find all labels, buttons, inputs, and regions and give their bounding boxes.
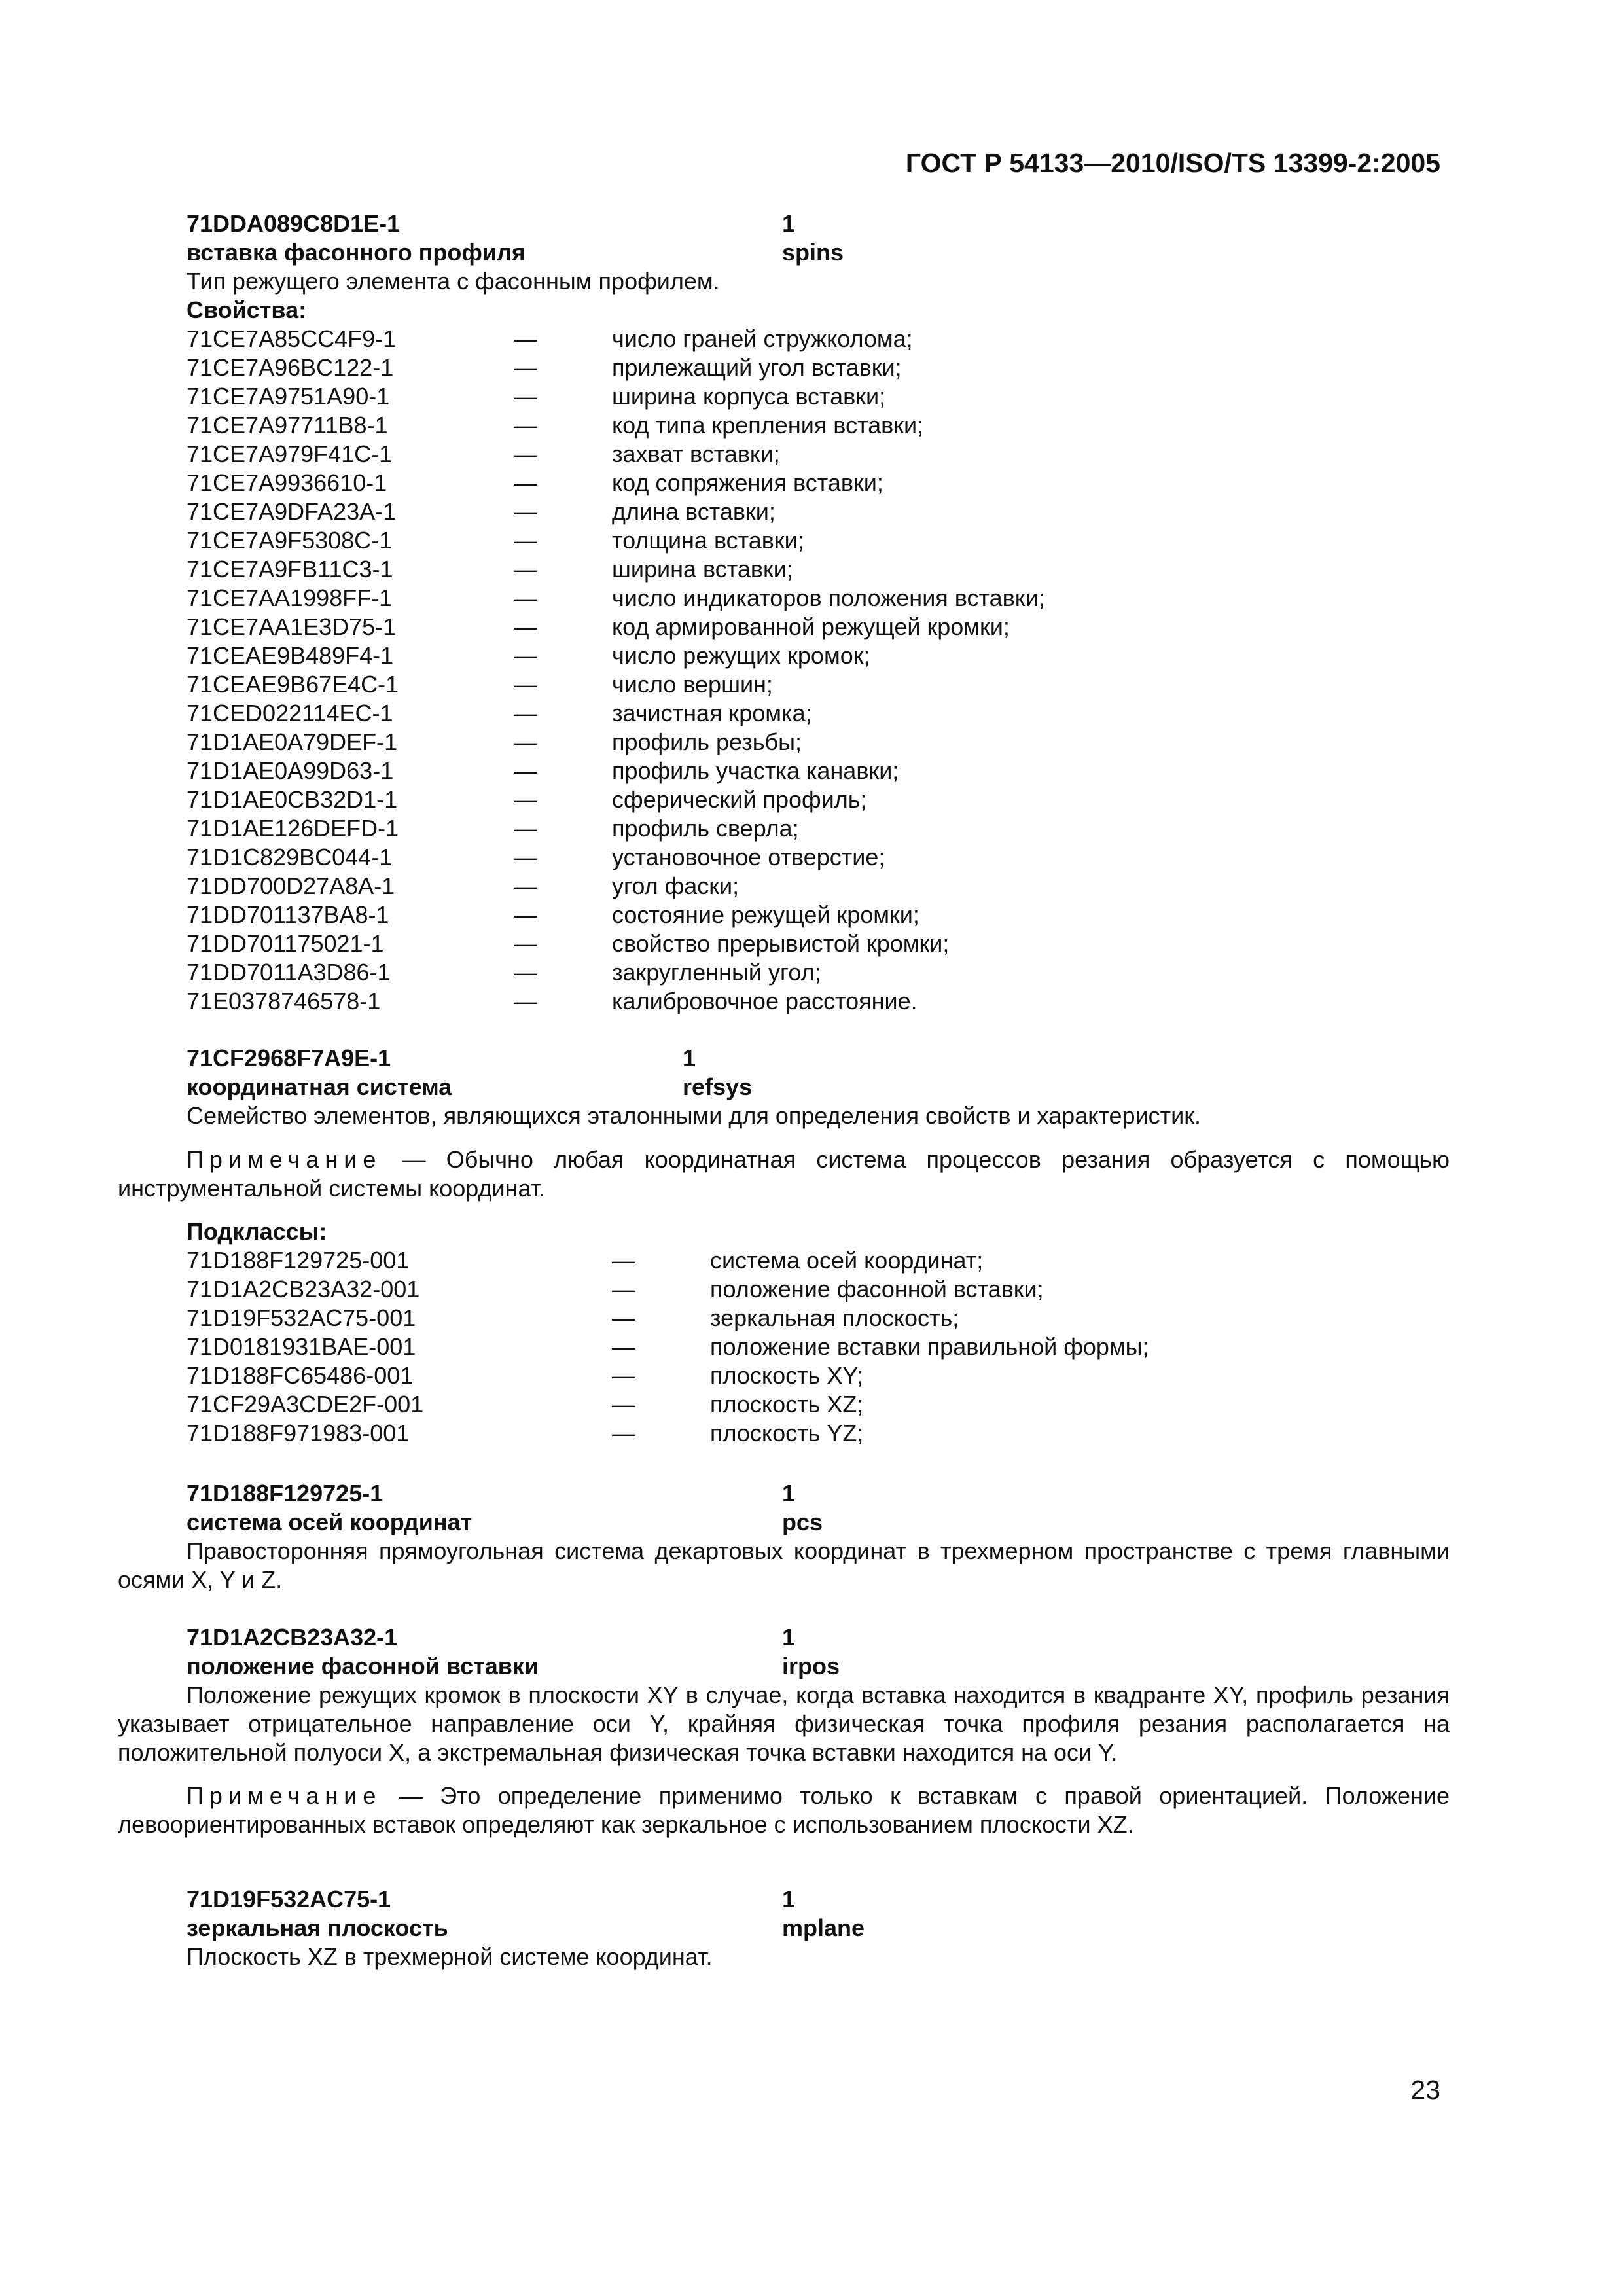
property-row bbox=[0, 613, 1623, 641]
property-code: 71CE7A9F5308C-1 bbox=[187, 527, 393, 554]
property-code: 71CE7A9FB11C3-1 bbox=[187, 556, 393, 583]
subclass-code: 71D1A2CB23A32-001 bbox=[187, 1276, 420, 1302]
property-row bbox=[0, 843, 1623, 872]
em-dash: — bbox=[514, 556, 537, 583]
em-dash: — bbox=[514, 440, 537, 467]
entry-name-row bbox=[0, 1914, 1623, 1943]
subclass-row bbox=[0, 1390, 1623, 1419]
em-dash: — bbox=[514, 844, 537, 870]
document-header: ГОСТ Р 54133—2010/ISO/TS 13399-2:2005 bbox=[905, 148, 1440, 178]
em-dash: — bbox=[514, 959, 537, 986]
property-row bbox=[0, 670, 1623, 699]
em-dash: — bbox=[612, 1420, 635, 1446]
property-code: 71CE7AA1E3D75-1 bbox=[187, 613, 397, 640]
properties-label: Свойства: bbox=[187, 296, 307, 323]
property-row bbox=[0, 987, 1623, 1016]
property-code: 71CEAE9B67E4C-1 bbox=[187, 671, 399, 698]
property-row bbox=[0, 872, 1623, 901]
property-text: код сопряжения вставки; bbox=[612, 469, 883, 496]
entry-version: 1 bbox=[782, 1480, 796, 1507]
subclass-text: плоскость YZ; bbox=[710, 1420, 864, 1446]
property-text: установочное отверстие; bbox=[612, 844, 885, 870]
em-dash: — bbox=[612, 1276, 635, 1302]
entry-name: координатная система bbox=[187, 1073, 452, 1100]
property-text: профиль сверла; bbox=[612, 815, 799, 842]
property-text: закругленный угол; bbox=[612, 959, 821, 986]
property-code: 71CE7A979F41C-1 bbox=[187, 440, 393, 467]
subclass-text: плоскость XY; bbox=[710, 1362, 864, 1389]
property-row bbox=[0, 641, 1623, 670]
entry-id-row bbox=[0, 209, 1623, 238]
property-text: состояние режущей кромки; bbox=[612, 901, 919, 928]
property-row bbox=[0, 814, 1623, 843]
subclass-code: 71D0181931BAE-001 bbox=[187, 1333, 416, 1360]
entry-id-row bbox=[0, 1885, 1623, 1914]
subclass-text: плоскость XZ; bbox=[710, 1391, 864, 1418]
note-label: Примечание bbox=[187, 1782, 382, 1809]
property-code: 71D1C829BC044-1 bbox=[187, 844, 393, 870]
em-dash: — bbox=[514, 469, 537, 496]
subclass-code: 71D188FC65486-001 bbox=[187, 1362, 414, 1389]
subclass-text: положение вставки правильной формы; bbox=[710, 1333, 1149, 1360]
property-code: 71DD700D27A8A-1 bbox=[187, 872, 395, 899]
property-code: 71DD701175021-1 bbox=[187, 930, 384, 957]
property-row bbox=[0, 382, 1623, 411]
property-row bbox=[0, 325, 1623, 353]
em-dash: — bbox=[514, 901, 537, 928]
property-code: 71D1AE0CB32D1-1 bbox=[187, 786, 398, 813]
entry-code: pcs bbox=[782, 1509, 823, 1535]
property-code: 71CE7A9936610-1 bbox=[187, 469, 387, 496]
entry-name: положение фасонной вставки bbox=[187, 1653, 539, 1679]
entry-name: система осей координат bbox=[187, 1509, 473, 1535]
property-code: 71DD7011A3D86-1 bbox=[187, 959, 391, 986]
subclass-row bbox=[0, 1275, 1623, 1304]
subclass-row bbox=[0, 1361, 1623, 1390]
property-text: зачистная кромка; bbox=[612, 700, 812, 726]
property-code: 71CE7A9751A90-1 bbox=[187, 383, 390, 410]
property-row bbox=[0, 497, 1623, 526]
subclass-text: положение фасонной вставки; bbox=[710, 1276, 1044, 1302]
entry-description: Семейство элементов, являющихся эталонными для определения свойств и характеристик. bbox=[187, 1102, 1201, 1129]
em-dash: — bbox=[514, 930, 537, 957]
entry-id: 71D1A2CB23A32-1 bbox=[187, 1624, 398, 1651]
property-text: число индикаторов положения вставки; bbox=[612, 584, 1045, 611]
entry-description: Правосторонняя прямоугольная система декартовых координат в трехмерном пространстве с тремя главными осями X, Y и Z. bbox=[118, 1537, 1450, 1593]
entry-id-row bbox=[0, 1623, 1623, 1652]
property-text: ширина корпуса вставки; bbox=[612, 383, 886, 410]
em-dash: — bbox=[612, 1304, 635, 1331]
property-row bbox=[0, 929, 1623, 958]
em-dash: — bbox=[514, 584, 537, 611]
em-dash: — bbox=[514, 728, 537, 755]
entry-description: Плоскость XZ в трехмерной системе координат. bbox=[187, 1943, 713, 1970]
em-dash: — bbox=[612, 1247, 635, 1274]
entry-id-row bbox=[0, 1044, 1623, 1073]
property-text: захват вставки; bbox=[612, 440, 780, 467]
em-dash: — bbox=[514, 872, 537, 899]
property-text: профиль резьбы; bbox=[612, 728, 802, 755]
em-dash: — bbox=[514, 786, 537, 813]
property-row bbox=[0, 526, 1623, 555]
property-code: 71CEAE9B489F4-1 bbox=[187, 642, 394, 669]
entry-name: зеркальная плоскость bbox=[187, 1914, 448, 1941]
subclass-row bbox=[0, 1333, 1623, 1361]
property-row bbox=[0, 469, 1623, 497]
em-dash: — bbox=[514, 757, 537, 784]
property-code: 71CE7A97711B8-1 bbox=[187, 412, 388, 439]
property-code: 71CE7A96BC122-1 bbox=[187, 354, 394, 381]
subclass-code: 71D188F129725-001 bbox=[187, 1247, 410, 1274]
em-dash: — bbox=[612, 1391, 635, 1418]
subclass-row bbox=[0, 1246, 1623, 1275]
em-dash: — bbox=[514, 383, 537, 410]
em-dash: — bbox=[514, 325, 537, 352]
property-row bbox=[0, 584, 1623, 613]
entry-code: spins bbox=[782, 239, 844, 266]
entry-description: Положение режущих кромок в плоскости XY в случае, когда вставка находится в квадранте XY, профиль резания указывает отрицательное направление оси Y, крайняя физическая точка профиля резания располагается на положительной полуоси X, а экстремальная физическая точка вставки находится на оси Y. bbox=[118, 1681, 1450, 1766]
subclass-text: система осей координат; bbox=[710, 1247, 984, 1274]
entry-version: 1 bbox=[683, 1045, 696, 1071]
note-text: — Обычно любая координатная система процессов резания образуется с помощью инструментальной системы координат. bbox=[118, 1146, 1450, 1202]
property-text: сферический профиль; bbox=[612, 786, 867, 813]
property-row bbox=[0, 757, 1623, 785]
entry-version: 1 bbox=[782, 1624, 796, 1651]
entry-id-row bbox=[0, 1479, 1623, 1508]
em-dash: — bbox=[514, 527, 537, 554]
property-code: 71CE7A9DFA23A-1 bbox=[187, 498, 397, 525]
subclass-code: 71CF29A3CDE2F-001 bbox=[187, 1391, 424, 1418]
em-dash: — bbox=[514, 700, 537, 726]
note-text: — Это определение применимо только к вставкам с правой ориентацией. Положение левоориентированных вставок определяют как зеркальное с использованием плоскости XZ. bbox=[118, 1782, 1450, 1838]
subclass-code: 71D188F971983-001 bbox=[187, 1420, 410, 1446]
property-code: 71DD701137BA8-1 bbox=[187, 901, 389, 928]
property-text: свойство прерывистой кромки; bbox=[612, 930, 950, 957]
subclass-text: зеркальная плоскость; bbox=[710, 1304, 959, 1331]
property-row bbox=[0, 958, 1623, 987]
property-text: прилежащий угол вставки; bbox=[612, 354, 902, 381]
entry-name-row bbox=[0, 1652, 1623, 1681]
entry-id: 71DDA089C8D1E-1 bbox=[187, 210, 401, 237]
note-label: Примечание bbox=[187, 1146, 382, 1173]
property-text: код типа крепления вставки; bbox=[612, 412, 924, 439]
em-dash: — bbox=[514, 412, 537, 439]
property-text: число граней стружколома; bbox=[612, 325, 913, 352]
property-row bbox=[0, 699, 1623, 728]
property-code: 71CE7A85CC4F9-1 bbox=[187, 325, 397, 352]
em-dash: — bbox=[514, 613, 537, 640]
property-row bbox=[0, 555, 1623, 584]
property-text: число режущих кромок; bbox=[612, 642, 870, 669]
entry-name-row bbox=[0, 238, 1623, 267]
property-text: ширина вставки; bbox=[612, 556, 793, 583]
em-dash: — bbox=[612, 1362, 635, 1389]
entry-version: 1 bbox=[782, 1886, 796, 1912]
property-text: калибровочное расстояние. bbox=[612, 988, 918, 1014]
entry-code: refsys bbox=[683, 1073, 753, 1100]
property-code: 71E0378746578-1 bbox=[187, 988, 381, 1014]
property-row bbox=[0, 728, 1623, 757]
property-code: 71D1AE126DEFD-1 bbox=[187, 815, 399, 842]
note bbox=[118, 1782, 1450, 1839]
em-dash: — bbox=[514, 354, 537, 381]
property-row bbox=[0, 901, 1623, 929]
em-dash: — bbox=[514, 671, 537, 698]
entry-code: mplane bbox=[782, 1914, 865, 1941]
property-text: код армированной режущей кромки; bbox=[612, 613, 1010, 640]
note bbox=[118, 1145, 1450, 1203]
property-text: толщина вставки; bbox=[612, 527, 804, 554]
property-code: 71D1AE0A79DEF-1 bbox=[187, 728, 398, 755]
property-row bbox=[0, 440, 1623, 469]
property-code: 71D1AE0A99D63-1 bbox=[187, 757, 394, 784]
property-text: число вершин; bbox=[612, 671, 773, 698]
subclass-row bbox=[0, 1304, 1623, 1333]
subclasses-label: Подклассы: bbox=[187, 1218, 327, 1245]
entry-id: 71CF2968F7A9E-1 bbox=[187, 1045, 391, 1071]
property-row bbox=[0, 353, 1623, 382]
property-text: профиль участка канавки; bbox=[612, 757, 899, 784]
property-code: 71CED022114EC-1 bbox=[187, 700, 393, 726]
em-dash: — bbox=[514, 988, 537, 1014]
subclass-code: 71D19F532AC75-001 bbox=[187, 1304, 416, 1331]
em-dash: — bbox=[612, 1333, 635, 1360]
page-number: 23 bbox=[1410, 2075, 1440, 2105]
entry-name-row bbox=[0, 1073, 1623, 1102]
entry-id: 71D188F129725-1 bbox=[187, 1480, 383, 1507]
em-dash: — bbox=[514, 642, 537, 669]
subclass-row bbox=[0, 1419, 1623, 1448]
em-dash: — bbox=[514, 498, 537, 525]
entry-code: irpos bbox=[782, 1653, 840, 1679]
property-code: 71CE7AA1998FF-1 bbox=[187, 584, 393, 611]
entry-name-row bbox=[0, 1508, 1623, 1537]
property-row bbox=[0, 785, 1623, 814]
entry-version: 1 bbox=[782, 210, 796, 237]
em-dash: — bbox=[514, 815, 537, 842]
property-text: угол фаски; bbox=[612, 872, 740, 899]
entry-name: вставка фасонного профиля bbox=[187, 239, 526, 266]
property-text: длина вставки; bbox=[612, 498, 776, 525]
property-row bbox=[0, 411, 1623, 440]
entry-description: Тип режущего элемента с фасонным профилем. bbox=[187, 268, 720, 295]
entry-id: 71D19F532AC75-1 bbox=[187, 1886, 391, 1912]
